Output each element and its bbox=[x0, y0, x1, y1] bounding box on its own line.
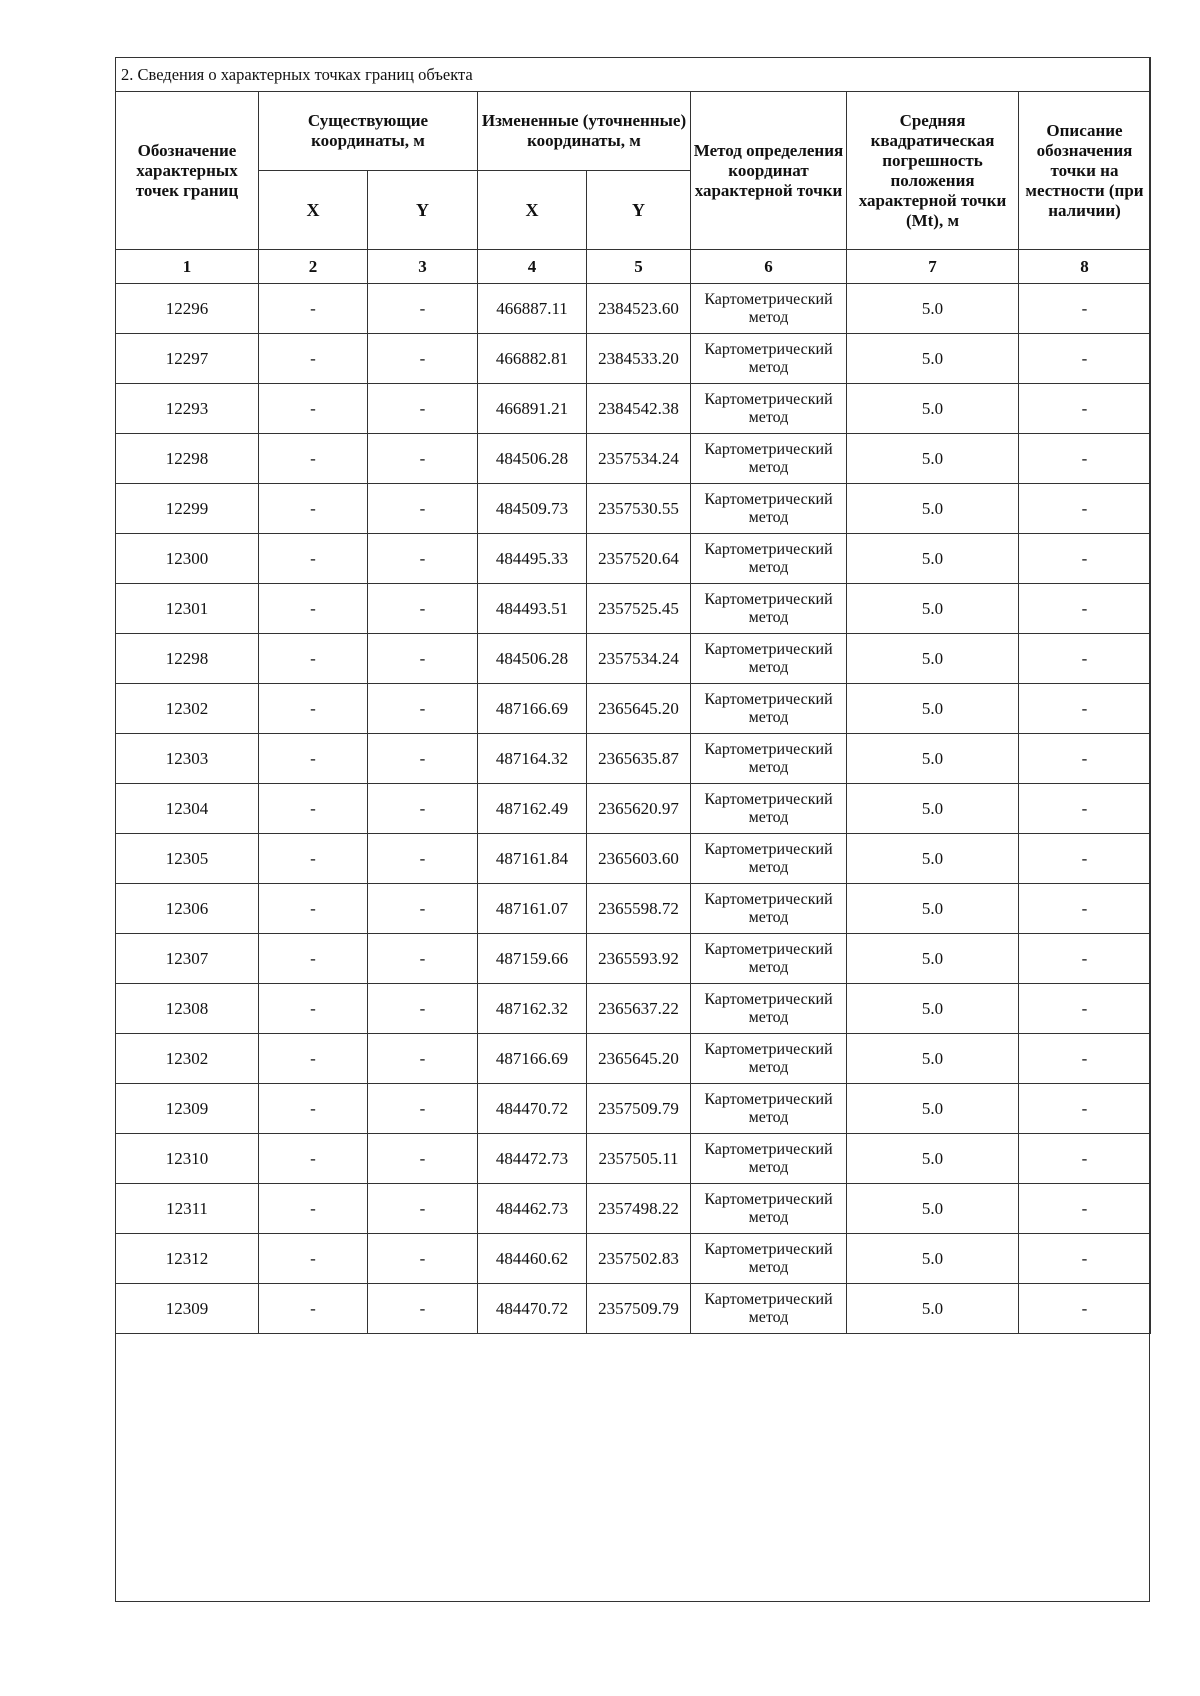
cell-existing-x: - bbox=[259, 1184, 368, 1234]
cell-x: 487161.07 bbox=[478, 884, 587, 934]
cell-mean-error: 5.0 bbox=[847, 734, 1019, 784]
cell-x: 484472.73 bbox=[478, 1134, 587, 1184]
cell-method: Картометрический метод bbox=[691, 284, 847, 334]
cell-existing-y: - bbox=[368, 734, 478, 784]
cell-x: 484470.72 bbox=[478, 1084, 587, 1134]
cell-point: 12299 bbox=[116, 484, 259, 534]
table-row bbox=[116, 934, 1151, 984]
header-mean-error: Средняя квадратическая погрешность положения характерной точки (Mt), м bbox=[847, 92, 1019, 250]
cell-method: Картометрический метод bbox=[691, 434, 847, 484]
cell-existing-x: - bbox=[259, 284, 368, 334]
cell-existing-y: - bbox=[368, 1034, 478, 1084]
cell-description: - bbox=[1019, 634, 1151, 684]
table-row bbox=[116, 884, 1151, 934]
cell-mean-error: 5.0 bbox=[847, 934, 1019, 984]
table-row bbox=[116, 1234, 1151, 1284]
cell-method: Картометрический метод bbox=[691, 1234, 847, 1284]
cell-point: 12309 bbox=[116, 1284, 259, 1334]
cell-existing-x: - bbox=[259, 834, 368, 884]
cell-existing-y: - bbox=[368, 1184, 478, 1234]
column-number: 7 bbox=[847, 250, 1019, 284]
cell-method: Картометрический метод bbox=[691, 334, 847, 384]
table-row bbox=[116, 334, 1151, 384]
cell-description: - bbox=[1019, 1284, 1151, 1334]
cell-existing-x: - bbox=[259, 934, 368, 984]
cell-existing-y: - bbox=[368, 934, 478, 984]
cell-existing-y: - bbox=[368, 484, 478, 534]
cell-point: 12302 bbox=[116, 684, 259, 734]
cell-existing-x: - bbox=[259, 484, 368, 534]
table-body bbox=[116, 284, 1151, 1334]
section-title: 2. Сведения о характерных точках границ объекта bbox=[116, 58, 1151, 92]
cell-method: Картометрический метод bbox=[691, 1084, 847, 1134]
cell-mean-error: 5.0 bbox=[847, 534, 1019, 584]
cell-mean-error: 5.0 bbox=[847, 1184, 1019, 1234]
cell-existing-x: - bbox=[259, 884, 368, 934]
cell-x: 487162.32 bbox=[478, 984, 587, 1034]
cell-mean-error: 5.0 bbox=[847, 1134, 1019, 1184]
cell-description: - bbox=[1019, 834, 1151, 884]
cell-point: 12303 bbox=[116, 734, 259, 784]
cell-method: Картометрический метод bbox=[691, 734, 847, 784]
cell-existing-y: - bbox=[368, 884, 478, 934]
cell-description: - bbox=[1019, 934, 1151, 984]
cell-point: 12307 bbox=[116, 934, 259, 984]
cell-method: Картометрический метод bbox=[691, 1034, 847, 1084]
cell-existing-y: - bbox=[368, 334, 478, 384]
table-row bbox=[116, 384, 1151, 434]
table-row bbox=[116, 1034, 1151, 1084]
cell-y: 2357530.55 bbox=[587, 484, 691, 534]
cell-existing-x: - bbox=[259, 634, 368, 684]
cell-description: - bbox=[1019, 1134, 1151, 1184]
cell-point: 12304 bbox=[116, 784, 259, 834]
cell-point: 12302 bbox=[116, 1034, 259, 1084]
cell-mean-error: 5.0 bbox=[847, 284, 1019, 334]
cell-description: - bbox=[1019, 534, 1151, 584]
table-row bbox=[116, 584, 1151, 634]
cell-y: 2365645.20 bbox=[587, 1034, 691, 1084]
cell-mean-error: 5.0 bbox=[847, 1084, 1019, 1134]
cell-existing-y: - bbox=[368, 984, 478, 1034]
cell-existing-y: - bbox=[368, 1134, 478, 1184]
cell-existing-x: - bbox=[259, 984, 368, 1034]
cell-point: 12312 bbox=[116, 1234, 259, 1284]
cell-x: 484509.73 bbox=[478, 484, 587, 534]
header-changed-y: Y bbox=[587, 171, 691, 250]
cell-x: 484460.62 bbox=[478, 1234, 587, 1284]
table-row bbox=[116, 834, 1151, 884]
cell-x: 487161.84 bbox=[478, 834, 587, 884]
header-point-designation: Обозначение характерных точек границ bbox=[116, 92, 259, 250]
table-row bbox=[116, 784, 1151, 834]
header-existing-coordinates: Существующие координаты, м bbox=[259, 92, 478, 171]
cell-point: 12298 bbox=[116, 434, 259, 484]
cell-point: 12296 bbox=[116, 284, 259, 334]
cell-x: 466887.11 bbox=[478, 284, 587, 334]
cell-description: - bbox=[1019, 334, 1151, 384]
cell-existing-x: - bbox=[259, 1234, 368, 1284]
cell-existing-y: - bbox=[368, 1234, 478, 1284]
cell-y: 2357502.83 bbox=[587, 1234, 691, 1284]
table-row bbox=[116, 1084, 1151, 1134]
cell-method: Картометрический метод bbox=[691, 784, 847, 834]
table-row bbox=[116, 684, 1151, 734]
cell-method: Картометрический метод bbox=[691, 834, 847, 884]
cell-mean-error: 5.0 bbox=[847, 1284, 1019, 1334]
cell-existing-y: - bbox=[368, 1084, 478, 1134]
cell-description: - bbox=[1019, 484, 1151, 534]
cell-existing-y: - bbox=[368, 634, 478, 684]
cell-point: 12310 bbox=[116, 1134, 259, 1184]
cell-y: 2357498.22 bbox=[587, 1184, 691, 1234]
cell-mean-error: 5.0 bbox=[847, 984, 1019, 1034]
cell-x: 487166.69 bbox=[478, 1034, 587, 1084]
cell-y: 2357525.45 bbox=[587, 584, 691, 634]
cell-point: 12297 bbox=[116, 334, 259, 384]
cell-point: 12309 bbox=[116, 1084, 259, 1134]
cell-y: 2365620.97 bbox=[587, 784, 691, 834]
cell-existing-x: - bbox=[259, 1134, 368, 1184]
cell-y: 2365598.72 bbox=[587, 884, 691, 934]
column-number: 3 bbox=[368, 250, 478, 284]
column-number: 5 bbox=[587, 250, 691, 284]
cell-x: 487159.66 bbox=[478, 934, 587, 984]
cell-x: 487162.49 bbox=[478, 784, 587, 834]
cell-y: 2384523.60 bbox=[587, 284, 691, 334]
cell-y: 2357534.24 bbox=[587, 634, 691, 684]
cell-description: - bbox=[1019, 684, 1151, 734]
cell-mean-error: 5.0 bbox=[847, 334, 1019, 384]
cell-y: 2365645.20 bbox=[587, 684, 691, 734]
cell-existing-y: - bbox=[368, 284, 478, 334]
table-row bbox=[116, 734, 1151, 784]
cell-method: Картометрический метод bbox=[691, 384, 847, 434]
cell-y: 2384542.38 bbox=[587, 384, 691, 434]
cell-description: - bbox=[1019, 784, 1151, 834]
column-number: 2 bbox=[259, 250, 368, 284]
column-number: 1 bbox=[116, 250, 259, 284]
cell-y: 2357520.64 bbox=[587, 534, 691, 584]
cell-description: - bbox=[1019, 734, 1151, 784]
cell-mean-error: 5.0 bbox=[847, 834, 1019, 884]
cell-x: 466891.21 bbox=[478, 384, 587, 434]
cell-existing-y: - bbox=[368, 534, 478, 584]
cell-method: Картометрический метод bbox=[691, 1184, 847, 1234]
cell-method: Картометрический метод bbox=[691, 584, 847, 634]
cell-method: Картометрический метод bbox=[691, 534, 847, 584]
table-row bbox=[116, 1134, 1151, 1184]
cell-x: 466882.81 bbox=[478, 334, 587, 384]
cell-mean-error: 5.0 bbox=[847, 584, 1019, 634]
cell-existing-x: - bbox=[259, 584, 368, 634]
cell-y: 2357534.24 bbox=[587, 434, 691, 484]
column-number: 4 bbox=[478, 250, 587, 284]
cell-description: - bbox=[1019, 1084, 1151, 1134]
cell-method: Картометрический метод bbox=[691, 1284, 847, 1334]
cell-existing-x: - bbox=[259, 684, 368, 734]
cell-x: 487164.32 bbox=[478, 734, 587, 784]
cell-y: 2365635.87 bbox=[587, 734, 691, 784]
cell-description: - bbox=[1019, 884, 1151, 934]
header-changed-x: X bbox=[478, 171, 587, 250]
column-number: 6 bbox=[691, 250, 847, 284]
table-row bbox=[116, 284, 1151, 334]
cell-x: 484493.51 bbox=[478, 584, 587, 634]
cell-y: 2357505.11 bbox=[587, 1134, 691, 1184]
cell-existing-y: - bbox=[368, 1284, 478, 1334]
table-row bbox=[116, 984, 1151, 1034]
cell-x: 484495.33 bbox=[478, 534, 587, 584]
table-row bbox=[116, 434, 1151, 484]
cell-y: 2357509.79 bbox=[587, 1084, 691, 1134]
cell-existing-y: - bbox=[368, 834, 478, 884]
cell-description: - bbox=[1019, 1234, 1151, 1284]
header-existing-x: X bbox=[259, 171, 368, 250]
table-row bbox=[116, 484, 1151, 534]
cell-existing-x: - bbox=[259, 334, 368, 384]
cell-point: 12305 bbox=[116, 834, 259, 884]
cell-existing-x: - bbox=[259, 734, 368, 784]
column-number: 8 bbox=[1019, 250, 1151, 284]
cell-existing-x: - bbox=[259, 1084, 368, 1134]
cell-existing-y: - bbox=[368, 584, 478, 634]
cell-y: 2365603.60 bbox=[587, 834, 691, 884]
cell-method: Картометрический метод bbox=[691, 634, 847, 684]
cell-method: Картометрический метод bbox=[691, 684, 847, 734]
cell-existing-x: - bbox=[259, 434, 368, 484]
cell-description: - bbox=[1019, 1184, 1151, 1234]
cell-existing-y: - bbox=[368, 684, 478, 734]
boundary-points-table bbox=[115, 57, 1151, 1334]
header-description: Описание обозначения точки на местности (при наличии) bbox=[1019, 92, 1151, 250]
cell-description: - bbox=[1019, 584, 1151, 634]
cell-point: 12306 bbox=[116, 884, 259, 934]
cell-method: Картометрический метод bbox=[691, 934, 847, 984]
cell-mean-error: 5.0 bbox=[847, 384, 1019, 434]
cell-existing-x: - bbox=[259, 784, 368, 834]
table-row bbox=[116, 534, 1151, 584]
header-changed-coordinates: Измененные (уточненные) координаты, м bbox=[478, 92, 691, 171]
cell-x: 484462.73 bbox=[478, 1184, 587, 1234]
cell-mean-error: 5.0 bbox=[847, 1234, 1019, 1284]
cell-y: 2365593.92 bbox=[587, 934, 691, 984]
header-method: Метод определения координат характерной точки bbox=[691, 92, 847, 250]
cell-method: Картометрический метод bbox=[691, 1134, 847, 1184]
cell-existing-x: - bbox=[259, 1284, 368, 1334]
cell-description: - bbox=[1019, 434, 1151, 484]
cell-y: 2357509.79 bbox=[587, 1284, 691, 1334]
cell-x: 484506.28 bbox=[478, 434, 587, 484]
cell-method: Картометрический метод bbox=[691, 484, 847, 534]
cell-point: 12311 bbox=[116, 1184, 259, 1234]
cell-x: 484506.28 bbox=[478, 634, 587, 684]
cell-point: 12300 bbox=[116, 534, 259, 584]
table-row bbox=[116, 634, 1151, 684]
cell-y: 2384533.20 bbox=[587, 334, 691, 384]
cell-existing-y: - bbox=[368, 434, 478, 484]
column-numbers-row bbox=[116, 250, 1151, 284]
table-row bbox=[116, 1184, 1151, 1234]
cell-mean-error: 5.0 bbox=[847, 1034, 1019, 1084]
cell-existing-y: - bbox=[368, 384, 478, 434]
cell-description: - bbox=[1019, 1034, 1151, 1084]
cell-existing-x: - bbox=[259, 384, 368, 434]
cell-existing-x: - bbox=[259, 1034, 368, 1084]
table-row bbox=[116, 1284, 1151, 1334]
cell-description: - bbox=[1019, 284, 1151, 334]
header-existing-y: Y bbox=[368, 171, 478, 250]
cell-mean-error: 5.0 bbox=[847, 634, 1019, 684]
cell-point: 12308 bbox=[116, 984, 259, 1034]
cell-mean-error: 5.0 bbox=[847, 484, 1019, 534]
cell-mean-error: 5.0 bbox=[847, 884, 1019, 934]
cell-existing-x: - bbox=[259, 534, 368, 584]
cell-mean-error: 5.0 bbox=[847, 784, 1019, 834]
cell-x: 484470.72 bbox=[478, 1284, 587, 1334]
cell-existing-y: - bbox=[368, 784, 478, 834]
cell-mean-error: 5.0 bbox=[847, 434, 1019, 484]
cell-point: 12301 bbox=[116, 584, 259, 634]
cell-description: - bbox=[1019, 384, 1151, 434]
cell-point: 12298 bbox=[116, 634, 259, 684]
cell-mean-error: 5.0 bbox=[847, 684, 1019, 734]
cell-x: 487166.69 bbox=[478, 684, 587, 734]
cell-method: Картометрический метод bbox=[691, 884, 847, 934]
cell-method: Картометрический метод bbox=[691, 984, 847, 1034]
cell-point: 12293 bbox=[116, 384, 259, 434]
cell-y: 2365637.22 bbox=[587, 984, 691, 1034]
cell-description: - bbox=[1019, 984, 1151, 1034]
